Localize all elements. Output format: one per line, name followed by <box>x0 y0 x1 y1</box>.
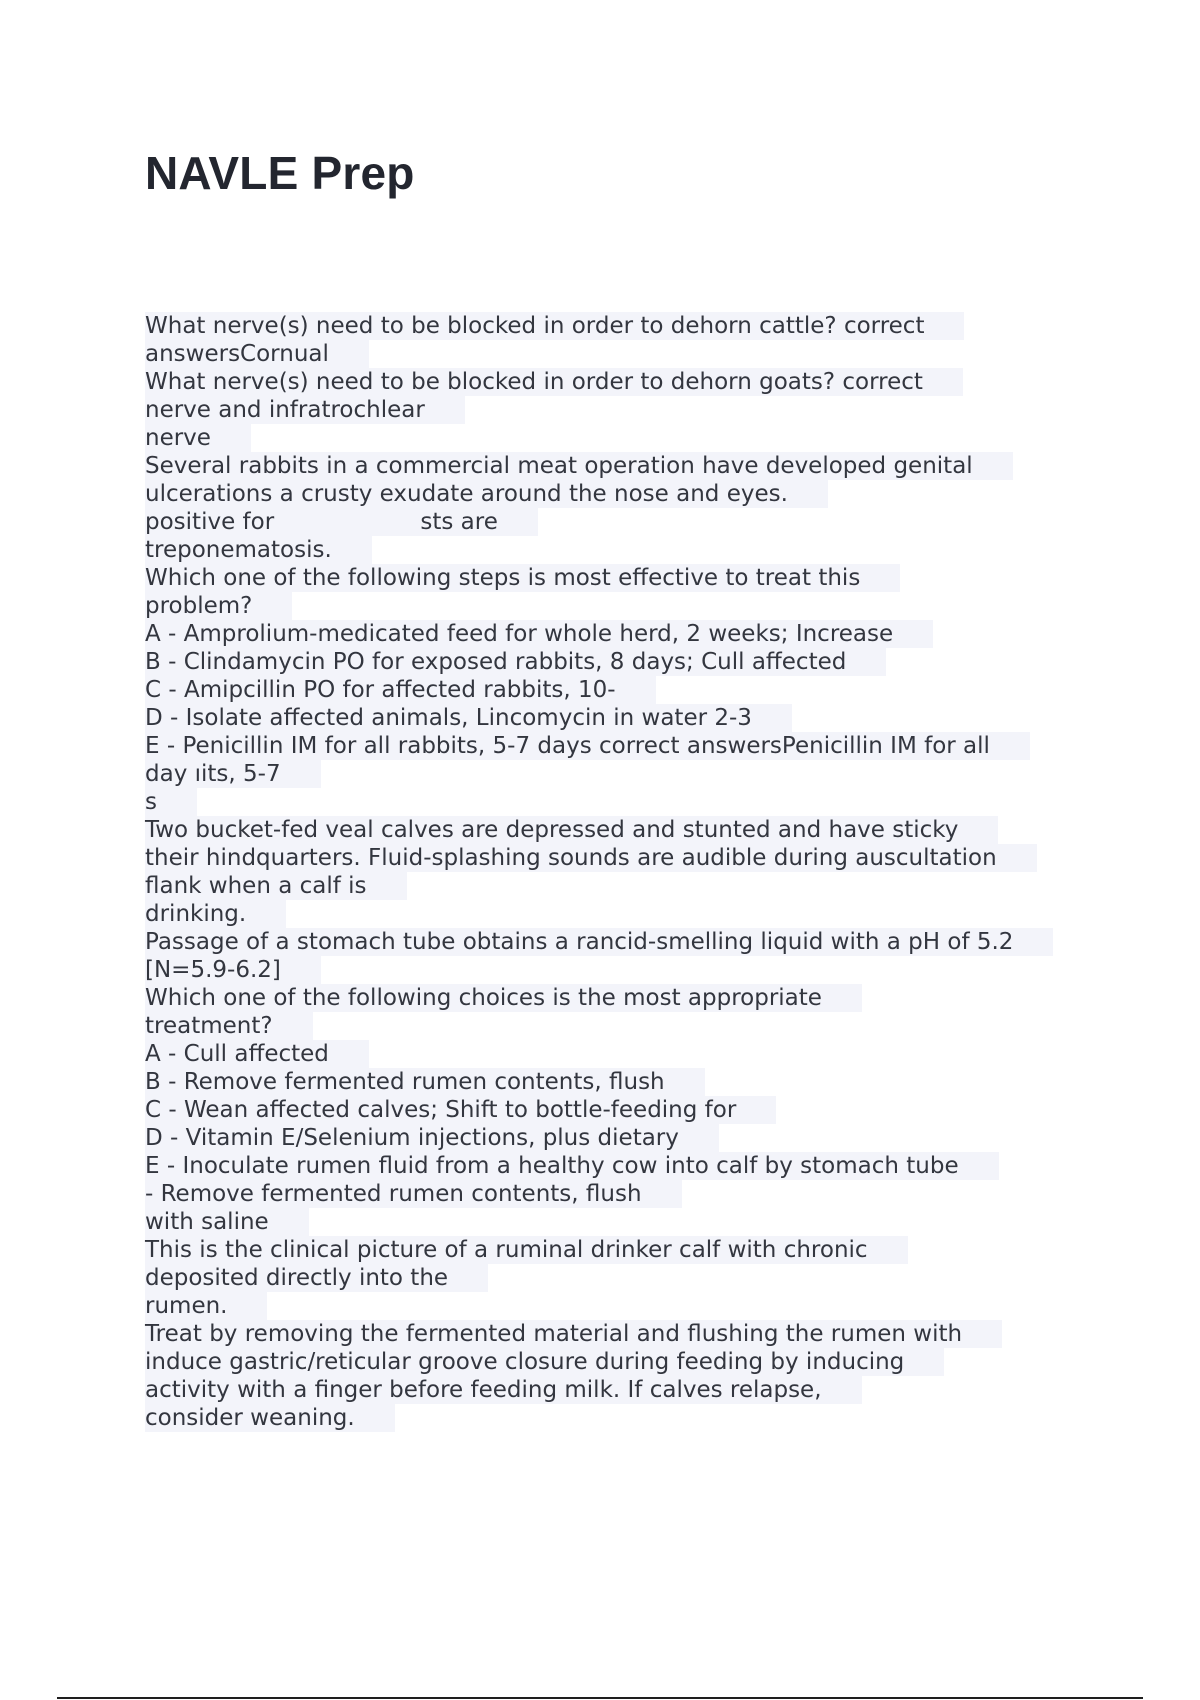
text-line: Treat by removing the fermented material and flushing the rumen with <box>145 1320 1085 1348</box>
text-line: their hindquarters. Fluid-splashing sounds are audible during auscultation <box>145 844 1085 872</box>
text-line: What nerve(s) need to be blocked in order to dehorn cattle? correct <box>145 312 1085 340</box>
text-line: treatment? <box>145 1012 1085 1040</box>
text-line: ulcerations a crusty exudate around the nose and eyes. <box>145 480 1085 508</box>
text-line: drinking. <box>145 900 1085 928</box>
text-line: B - Clindamycin PO for exposed rabbits, 8 days; Cull affected <box>145 648 1085 676</box>
page-bottom-rule <box>57 1697 1143 1699</box>
text-line: E - Inoculate rumen fluid from a healthy cow into calf by stomach tube <box>145 1152 1085 1180</box>
text-line: Which one of the following choices is the most appropriate <box>145 984 1085 1012</box>
text-line: nerve <box>145 424 1085 452</box>
text-line: Passage of a stomach tube obtains a rancid-smelling liquid with a pH of 5.2 <box>145 928 1085 956</box>
text-line: A - Amprolium-medicated feed for whole herd, 2 weeks; Increase <box>145 620 1085 648</box>
text-line: Which one of the following steps is most effective to treat this <box>145 564 1085 592</box>
text-line: B - Remove fermented rumen contents, flush <box>145 1068 1085 1096</box>
text-line: - Remove fermented rumen contents, flush <box>145 1180 1085 1208</box>
text-line: consider weaning. <box>145 1404 1085 1432</box>
text-line: positive for sts are <box>145 508 1085 536</box>
text-line: problem? <box>145 592 1085 620</box>
text-line: flank when a calf is <box>145 872 1085 900</box>
text-line: answersCornual <box>145 340 1085 368</box>
text-line: day ıits, 5-7 <box>145 760 1085 788</box>
text-line: deposited directly into the <box>145 1264 1085 1292</box>
text-line: with saline <box>145 1208 1085 1236</box>
text-line: [N=5.9-6.2] <box>145 956 1085 984</box>
text-line: s <box>145 788 1085 816</box>
text-line: treponematosis. <box>145 536 1085 564</box>
text-line: Several rabbits in a commercial meat operation have developed genital <box>145 452 1085 480</box>
text-line: This is the clinical picture of a ruminal drinker calf with chronic <box>145 1236 1085 1264</box>
text-line: Two bucket-fed veal calves are depressed and stunted and have sticky <box>145 816 1085 844</box>
text-line: D - Vitamin E/Selenium injections, plus dietary <box>145 1124 1085 1152</box>
document-body <box>145 312 1085 1432</box>
text-line: C - Wean affected calves; Shift to bottle-feeding for <box>145 1096 1085 1124</box>
text-line: induce gastric/reticular groove closure during feeding by inducing <box>145 1348 1085 1376</box>
text-line: C - Amipcillin PO for affected rabbits, 10- <box>145 676 1085 704</box>
text-line: D - Isolate affected animals, Lincomycin in water 2-3 <box>145 704 1085 732</box>
text-line: E - Penicillin IM for all rabbits, 5-7 days correct answersPenicillin IM for all <box>145 732 1085 760</box>
text-line: nerve and infratrochlear <box>145 396 1085 424</box>
text-line: A - Cull affected <box>145 1040 1085 1068</box>
text-line: What nerve(s) need to be blocked in order to dehorn goats? correct <box>145 368 1085 396</box>
text-line: activity with a finger before feeding milk. If calves relapse, <box>145 1376 1085 1404</box>
page-title: NAVLE Prep <box>145 147 415 199</box>
text-line: rumen. <box>145 1292 1085 1320</box>
